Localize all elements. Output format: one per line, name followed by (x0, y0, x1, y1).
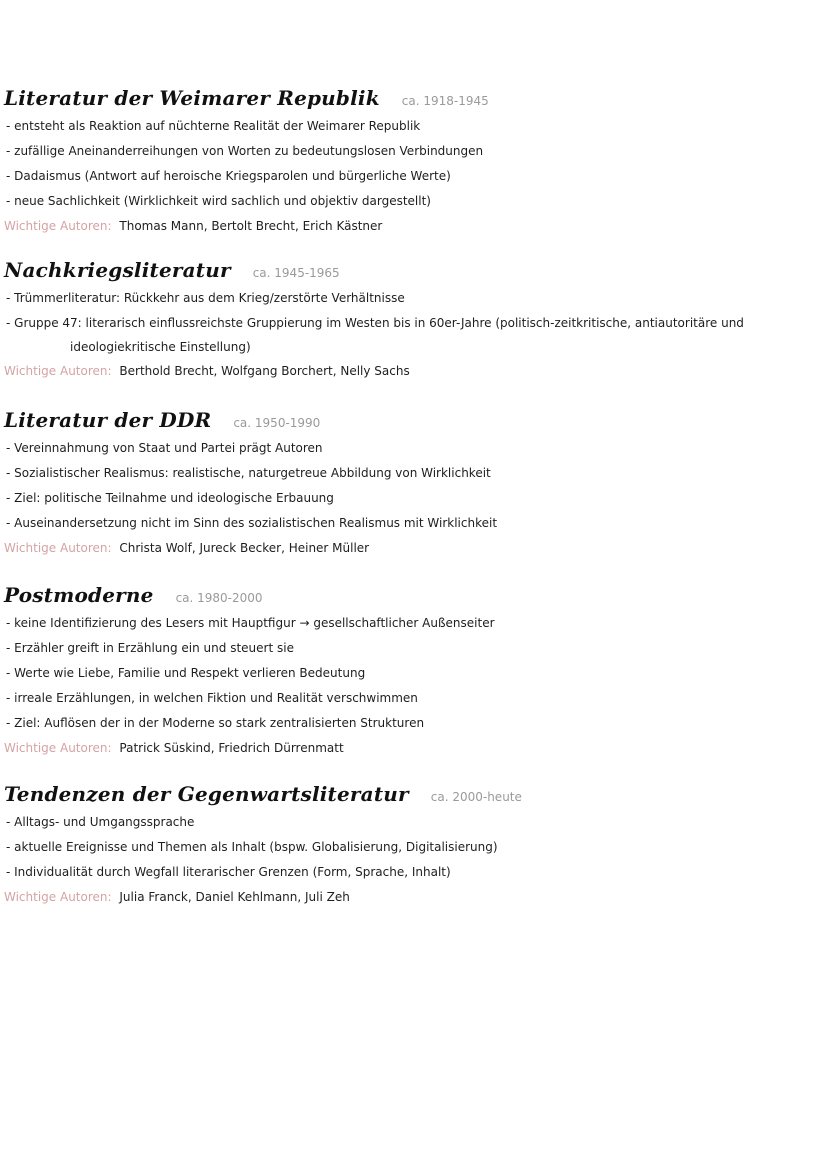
section-postmoderne (4, 583, 816, 761)
list-item: - keine Identifizierung des Lesers mit Hauptfigur → gesellschaftlicher Außenseiter (6, 616, 495, 630)
authors-row (4, 359, 816, 384)
authors-row (4, 214, 816, 239)
section-nachkriegsliteratur (4, 258, 816, 384)
section-literatur-der-ddr (4, 408, 816, 561)
list-item: - Gruppe 47: literarisch einflussreichste Gruppierung im Westen bis in 60er-Jahre (politisch-zeitkritische, antiautoritäre und ideologiekritische Einstellung) (6, 316, 744, 354)
section-title: Literatur der Weimarer Republik (4, 86, 384, 110)
section-title: Nachkriegsliteratur (4, 258, 235, 282)
list-item: - Individualität durch Wegfall literarischer Grenzen (Form, Sprache, Inhalt) (6, 865, 451, 879)
section-period: ca. 2000-heute (430, 790, 522, 804)
section-weimarer-republik (4, 86, 816, 239)
authors-names: Patrick Süskind, Friedrich Dürrenmatt (119, 741, 344, 755)
section-items (4, 286, 816, 359)
section-items (4, 611, 816, 736)
list-item: - Werte wie Liebe, Familie und Respekt verlieren Bedeutung (6, 666, 366, 680)
section-heading-row (4, 583, 816, 609)
list-item: - neue Sachlichkeit (Wirklichkeit wird sachlich und objektiv dargestellt) (6, 194, 431, 208)
list-item: - entsteht als Reaktion auf nüchterne Realität der Weimarer Republik (6, 119, 421, 133)
authors-label: Wichtige Autoren: (4, 364, 112, 378)
section-items (4, 810, 816, 885)
authors-label: Wichtige Autoren: (4, 541, 112, 555)
authors-row (4, 736, 816, 761)
section-items (4, 114, 816, 214)
section-title: Tendenzen der Gegenwartsliteratur (4, 782, 413, 806)
authors-names: Thomas Mann, Bertolt Brecht, Erich Kästner (119, 219, 383, 233)
list-item: - Auseinandersetzung nicht im Sinn des sozialistischen Realismus mit Wirklichkeit (6, 516, 498, 530)
section-heading-row (4, 782, 816, 808)
section-period: ca. 1950-1990 (233, 416, 321, 430)
list-item: - Dadaismus (Antwort auf heroische Kriegsparolen und bürgerliche Werte) (6, 169, 451, 183)
authors-names: Berthold Brecht, Wolfgang Borchert, Nelly Sachs (119, 364, 410, 378)
section-heading-row (4, 408, 816, 434)
list-item: - Alltags- und Umgangssprache (6, 815, 195, 829)
list-item: - zufällige Aneinanderreihungen von Worten zu bedeutungslosen Verbindungen (6, 144, 484, 158)
authors-label: Wichtige Autoren: (4, 741, 112, 755)
list-item: - Sozialistischer Realismus: realistische, naturgetreue Abbildung von Wirklichkeit (6, 466, 491, 480)
list-item: - irreale Erzählungen, in welchen Fiktion und Realität verschwimmen (6, 691, 418, 705)
authors-names: Christa Wolf, Jureck Becker, Heiner Müller (119, 541, 370, 555)
list-item: - aktuelle Ereignisse und Themen als Inhalt (bspw. Globalisierung, Digitalisierung) (6, 840, 498, 854)
section-gegenwartsliteratur (4, 782, 816, 910)
list-item: - Vereinnahmung von Staat und Partei prägt Autoren (6, 441, 323, 455)
section-heading-row (4, 86, 816, 112)
section-title: Literatur der DDR (4, 408, 215, 432)
authors-label: Wichtige Autoren: (4, 890, 112, 904)
list-item: - Erzähler greift in Erzählung ein und steuert sie (6, 641, 294, 655)
section-period: ca. 1980-2000 (175, 591, 263, 605)
list-item: - Ziel: Auflösen der in der Moderne so stark zentralisierten Strukturen (6, 716, 425, 730)
section-items (4, 436, 816, 536)
authors-row (4, 885, 816, 910)
authors-names: Julia Franck, Daniel Kehlmann, Juli Zeh (119, 890, 350, 904)
list-item: - Ziel: politische Teilnahme und ideologische Erbauung (6, 491, 334, 505)
section-title: Postmoderne (4, 583, 158, 607)
section-period: ca. 1918-1945 (401, 94, 489, 108)
list-item: - Trümmerliteratur: Rückkehr aus dem Krieg/zerstörte Verhältnisse (6, 291, 405, 305)
authors-row (4, 536, 816, 561)
section-period: ca. 1945-1965 (252, 266, 340, 280)
section-heading-row (4, 258, 816, 284)
authors-label: Wichtige Autoren: (4, 219, 112, 233)
